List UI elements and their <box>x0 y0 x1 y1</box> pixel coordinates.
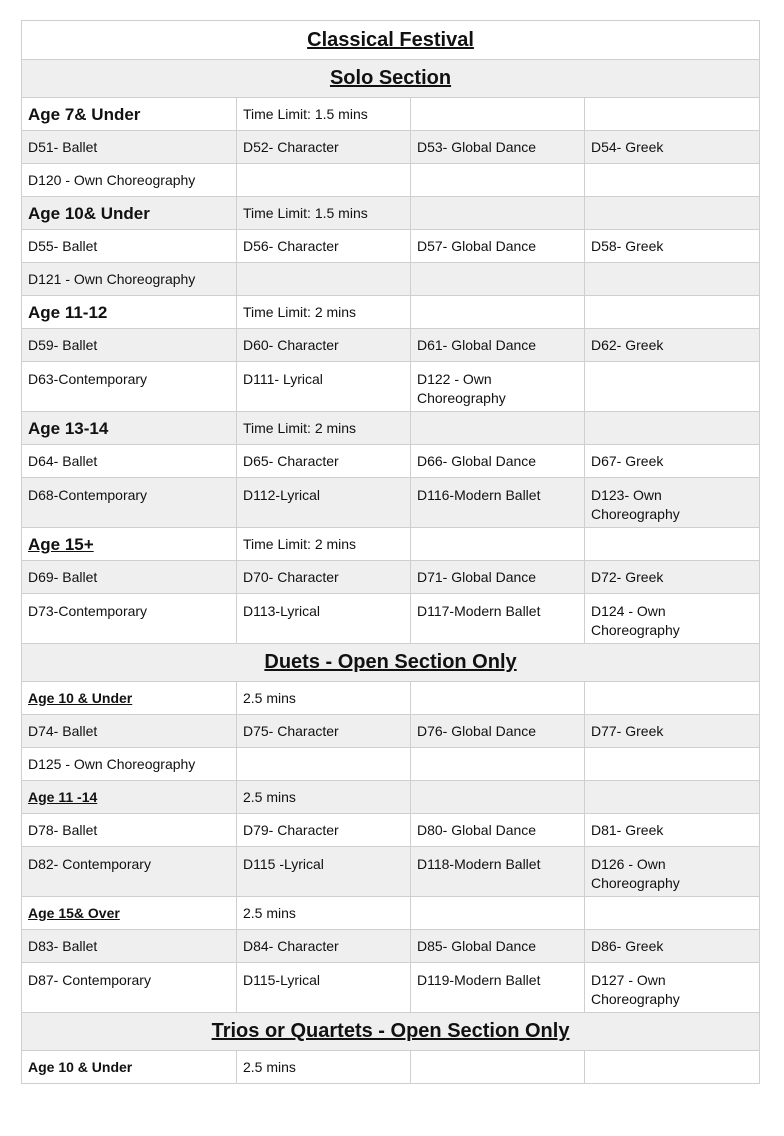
age-label: Age 10 & Under <box>22 1051 237 1084</box>
event-cell: D111- Lyrical <box>237 362 411 412</box>
time-limit: 2.5 mins <box>237 781 411 814</box>
time-limit: Time Limit: 2 mins <box>237 412 411 445</box>
event-cell: D59- Ballet <box>22 329 237 362</box>
event-cell: D61- Global Dance <box>411 329 585 362</box>
festival-table <box>21 20 760 1084</box>
event-cell: D77- Greek <box>585 715 760 748</box>
event-cell: D51- Ballet <box>22 131 237 164</box>
event-cell: D124 - Own Choreography <box>585 594 760 644</box>
section-heading-duets: Duets - Open Section Only <box>22 644 760 682</box>
event-cell: D116-Modern Ballet <box>411 478 585 528</box>
age-label: Age 10& Under <box>22 197 237 230</box>
event-cell: D120 - Own Choreography <box>22 164 237 197</box>
time-limit: 2.5 mins <box>237 682 411 715</box>
age-label: Age 11 -14 <box>22 781 237 814</box>
event-cell: D117-Modern Ballet <box>411 594 585 644</box>
festival-title: Classical Festival <box>22 21 760 60</box>
event-cell: D55- Ballet <box>22 230 237 263</box>
empty-cell <box>585 528 760 561</box>
empty-cell <box>411 197 585 230</box>
time-limit: 2.5 mins <box>237 1051 411 1084</box>
event-cell: D87- Contemporary <box>22 963 237 1013</box>
event-cell: D81- Greek <box>585 814 760 847</box>
event-cell <box>585 164 760 197</box>
empty-cell <box>585 98 760 131</box>
event-cell: D74- Ballet <box>22 715 237 748</box>
event-cell: D115-Lyrical <box>237 963 411 1013</box>
event-cell: D70- Character <box>237 561 411 594</box>
event-cell: D56- Character <box>237 230 411 263</box>
event-cell: D57- Global Dance <box>411 230 585 263</box>
event-cell: D122 - Own Choreography <box>411 362 585 412</box>
event-cell: D127 - Own Choreography <box>585 963 760 1013</box>
event-cell: D123- Own Choreography <box>585 478 760 528</box>
event-cell <box>411 164 585 197</box>
empty-cell <box>585 197 760 230</box>
event-cell <box>237 263 411 296</box>
event-cell: D84- Character <box>237 930 411 963</box>
empty-cell <box>585 412 760 445</box>
age-label: Age 15+ <box>22 528 237 561</box>
event-cell: D83- Ballet <box>22 930 237 963</box>
event-cell: D112-Lyrical <box>237 478 411 528</box>
age-label: Age 10 & Under <box>22 682 237 715</box>
event-cell: D72- Greek <box>585 561 760 594</box>
empty-cell <box>411 98 585 131</box>
event-cell: D66- Global Dance <box>411 445 585 478</box>
event-cell: D54- Greek <box>585 131 760 164</box>
event-cell: D68-Contemporary <box>22 478 237 528</box>
empty-cell <box>411 412 585 445</box>
event-cell: D125 - Own Choreography <box>22 748 237 781</box>
event-cell: D62- Greek <box>585 329 760 362</box>
age-label: Age 13-14 <box>22 412 237 445</box>
event-cell: D69- Ballet <box>22 561 237 594</box>
age-label: Age 15& Over <box>22 897 237 930</box>
event-cell: D75- Character <box>237 715 411 748</box>
event-cell <box>237 164 411 197</box>
empty-cell <box>411 1051 585 1084</box>
section-heading-trios: Trios or Quartets - Open Section Only <box>22 1013 760 1051</box>
empty-cell <box>585 781 760 814</box>
event-cell: D76- Global Dance <box>411 715 585 748</box>
time-limit: Time Limit: 2 mins <box>237 296 411 329</box>
empty-cell <box>585 296 760 329</box>
event-cell: D113-Lyrical <box>237 594 411 644</box>
event-cell <box>585 263 760 296</box>
empty-cell <box>411 682 585 715</box>
empty-cell <box>411 528 585 561</box>
event-cell: D115 -Lyrical <box>237 847 411 897</box>
event-cell <box>411 748 585 781</box>
event-cell: D63-Contemporary <box>22 362 237 412</box>
time-limit: 2.5 mins <box>237 897 411 930</box>
empty-cell <box>411 296 585 329</box>
event-cell: D126 - Own Choreography <box>585 847 760 897</box>
event-cell: D58- Greek <box>585 230 760 263</box>
event-cell: D80- Global Dance <box>411 814 585 847</box>
event-cell <box>237 748 411 781</box>
section-heading-solo: Solo Section <box>22 60 760 98</box>
empty-cell <box>411 897 585 930</box>
event-cell: D79- Character <box>237 814 411 847</box>
event-cell: D78- Ballet <box>22 814 237 847</box>
event-cell: D71- Global Dance <box>411 561 585 594</box>
empty-cell <box>585 1051 760 1084</box>
event-cell: D82- Contemporary <box>22 847 237 897</box>
empty-cell <box>585 682 760 715</box>
event-cell: D65- Character <box>237 445 411 478</box>
time-limit: Time Limit: 1.5 mins <box>237 98 411 131</box>
empty-cell <box>411 781 585 814</box>
event-cell: D85- Global Dance <box>411 930 585 963</box>
event-cell <box>411 263 585 296</box>
event-cell <box>585 362 760 412</box>
age-label: Age 11-12 <box>22 296 237 329</box>
event-cell <box>585 748 760 781</box>
event-cell: D67- Greek <box>585 445 760 478</box>
event-cell: D119-Modern Ballet <box>411 963 585 1013</box>
event-cell: D53- Global Dance <box>411 131 585 164</box>
event-cell: D60- Character <box>237 329 411 362</box>
event-cell: D86- Greek <box>585 930 760 963</box>
event-cell: D52- Character <box>237 131 411 164</box>
empty-cell <box>585 897 760 930</box>
event-cell: D118-Modern Ballet <box>411 847 585 897</box>
event-cell: D73-Contemporary <box>22 594 237 644</box>
age-label: Age 7& Under <box>22 98 237 131</box>
time-limit: Time Limit: 1.5 mins <box>237 197 411 230</box>
event-cell: D121 - Own Choreography <box>22 263 237 296</box>
time-limit: Time Limit: 2 mins <box>237 528 411 561</box>
event-cell: D64- Ballet <box>22 445 237 478</box>
